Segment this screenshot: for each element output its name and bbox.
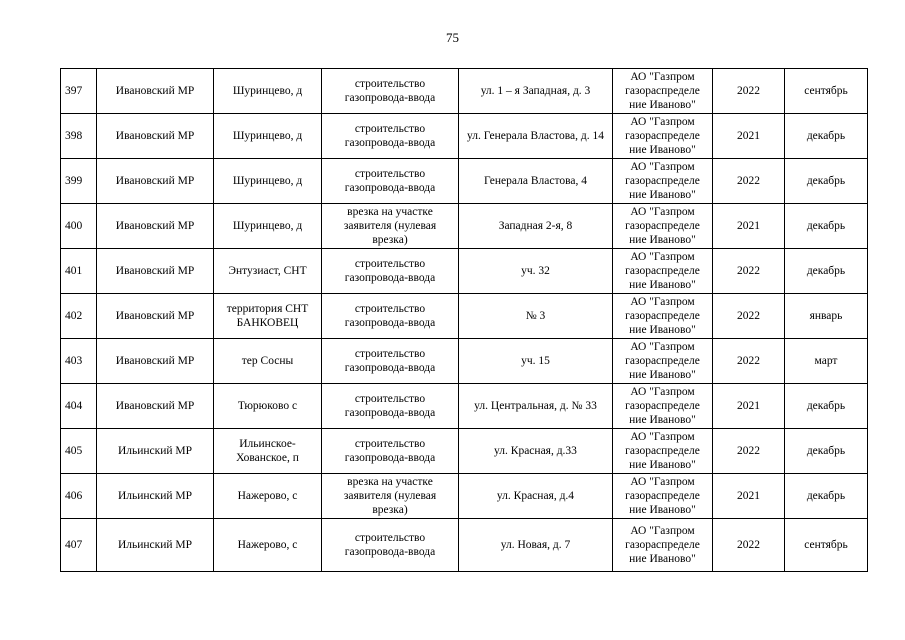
work-type-cell: строительство газопровода-ввода: [322, 429, 459, 474]
locality-cell: Шуринцево, д: [214, 114, 322, 159]
organization-cell: АО "Газпром газораспределе ние Иваново": [613, 159, 713, 204]
district-cell: Ивановский МР: [97, 384, 214, 429]
address-cell: уч. 15: [459, 339, 613, 384]
month-cell: декабрь: [785, 159, 868, 204]
table-row: [61, 249, 868, 294]
locality-cell: Шуринцево, д: [214, 159, 322, 204]
organization-cell: АО "Газпром газораспределе ние Иваново": [613, 69, 713, 114]
address-cell: ул. Красная, д.33: [459, 429, 613, 474]
year-cell: 2021: [713, 474, 785, 519]
address-cell: Западная 2-я, 8: [459, 204, 613, 249]
work-type-cell: строительство газопровода-ввода: [322, 294, 459, 339]
address-cell: № 3: [459, 294, 613, 339]
work-type-cell: строительство газопровода-ввода: [322, 114, 459, 159]
locality-cell: Нажерово, с: [214, 519, 322, 572]
month-cell: январь: [785, 294, 868, 339]
table-row: [61, 294, 868, 339]
organization-cell: АО "Газпром газораспределе ние Иваново": [613, 384, 713, 429]
table-row: [61, 339, 868, 384]
table-row: [61, 69, 868, 114]
row-number-cell: 402: [61, 294, 97, 339]
table-row: [61, 429, 868, 474]
row-number-cell: 406: [61, 474, 97, 519]
page-number: 75: [446, 30, 459, 45]
district-cell: Ильинский МР: [97, 474, 214, 519]
month-cell: март: [785, 339, 868, 384]
work-type-cell: строительство газопровода-ввода: [322, 384, 459, 429]
organization-cell: АО "Газпром газораспределе ние Иваново": [613, 114, 713, 159]
address-cell: ул. Центральная, д. № 33: [459, 384, 613, 429]
work-type-cell: врезка на участке заявителя (нулевая врезка): [322, 474, 459, 519]
work-type-cell: строительство газопровода-ввода: [322, 69, 459, 114]
locality-cell: Шуринцево, д: [214, 69, 322, 114]
year-cell: 2022: [713, 294, 785, 339]
organization-cell: АО "Газпром газораспределе ние Иваново": [613, 294, 713, 339]
year-cell: 2022: [713, 429, 785, 474]
organization-cell: АО "Газпром газораспределе ние Иваново": [613, 339, 713, 384]
work-type-cell: строительство газопровода-ввода: [322, 339, 459, 384]
month-cell: декабрь: [785, 204, 868, 249]
month-cell: сентябрь: [785, 69, 868, 114]
row-number-cell: 400: [61, 204, 97, 249]
row-number-cell: 404: [61, 384, 97, 429]
organization-cell: АО "Газпром газораспределе ние Иваново": [613, 519, 713, 572]
locality-cell: Шуринцево, д: [214, 204, 322, 249]
work-type-cell: строительство газопровода-ввода: [322, 519, 459, 572]
month-cell: сентябрь: [785, 519, 868, 572]
row-number-cell: 397: [61, 69, 97, 114]
district-cell: Ильинский МР: [97, 519, 214, 572]
row-number-cell: 398: [61, 114, 97, 159]
organization-cell: АО "Газпром газораспределе ние Иваново": [613, 429, 713, 474]
address-cell: ул. 1 – я Западная, д. 3: [459, 69, 613, 114]
address-cell: ул. Новая, д. 7: [459, 519, 613, 572]
row-number-cell: 399: [61, 159, 97, 204]
locality-cell: Энтузиаст, СНТ: [214, 249, 322, 294]
year-cell: 2021: [713, 204, 785, 249]
row-number-cell: 407: [61, 519, 97, 572]
month-cell: декабрь: [785, 429, 868, 474]
locality-cell: территория СНТ БАНКОВЕЦ: [214, 294, 322, 339]
month-cell: декабрь: [785, 384, 868, 429]
table-row: [61, 384, 868, 429]
locality-cell: тер Сосны: [214, 339, 322, 384]
table-body: [61, 69, 868, 572]
organization-cell: АО "Газпром газораспределе ние Иваново": [613, 474, 713, 519]
district-cell: Ивановский МР: [97, 69, 214, 114]
row-number-cell: 405: [61, 429, 97, 474]
address-cell: ул. Красная, д.4: [459, 474, 613, 519]
table-row: [61, 474, 868, 519]
organization-cell: АО "Газпром газораспределе ние Иваново": [613, 249, 713, 294]
district-cell: Ивановский МР: [97, 204, 214, 249]
month-cell: декабрь: [785, 114, 868, 159]
district-cell: Ивановский МР: [97, 159, 214, 204]
month-cell: декабрь: [785, 474, 868, 519]
address-cell: уч. 32: [459, 249, 613, 294]
work-type-cell: врезка на участке заявителя (нулевая врезка): [322, 204, 459, 249]
year-cell: 2022: [713, 69, 785, 114]
address-cell: ул. Генерала Властова, д. 14: [459, 114, 613, 159]
district-cell: Ивановский МР: [97, 339, 214, 384]
locality-cell: Нажерово, с: [214, 474, 322, 519]
row-number-cell: 403: [61, 339, 97, 384]
table-row: [61, 204, 868, 249]
year-cell: 2022: [713, 249, 785, 294]
year-cell: 2021: [713, 384, 785, 429]
table-row: [61, 159, 868, 204]
district-cell: Ивановский МР: [97, 294, 214, 339]
gasification-table: [60, 68, 868, 572]
row-number-cell: 401: [61, 249, 97, 294]
district-cell: Ильинский МР: [97, 429, 214, 474]
year-cell: 2022: [713, 159, 785, 204]
work-type-cell: строительство газопровода-ввода: [322, 249, 459, 294]
district-cell: Ивановский МР: [97, 249, 214, 294]
district-cell: Ивановский МР: [97, 114, 214, 159]
locality-cell: Ильинское-Хованское, п: [214, 429, 322, 474]
year-cell: 2022: [713, 519, 785, 572]
work-type-cell: строительство газопровода-ввода: [322, 159, 459, 204]
table-row: [61, 114, 868, 159]
year-cell: 2022: [713, 339, 785, 384]
address-cell: Генерала Властова, 4: [459, 159, 613, 204]
locality-cell: Тюрюково с: [214, 384, 322, 429]
organization-cell: АО "Газпром газораспределе ние Иваново": [613, 204, 713, 249]
table-row: [61, 519, 868, 572]
year-cell: 2021: [713, 114, 785, 159]
month-cell: декабрь: [785, 249, 868, 294]
